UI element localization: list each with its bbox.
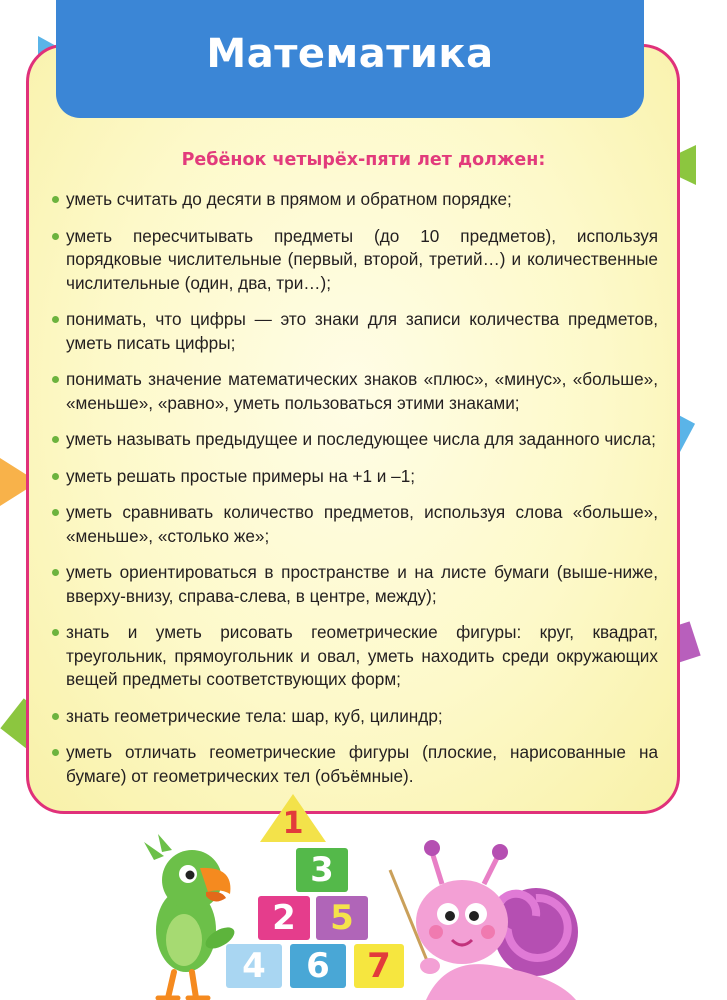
bullet-dot: [52, 376, 59, 383]
list-item: [52, 705, 658, 729]
block-number-1: 1: [282, 806, 304, 841]
list-item: [52, 188, 658, 212]
list-item: [52, 741, 658, 788]
list-item-text: знать геометрические тела: шар, куб, цилиндр;: [66, 705, 443, 726]
block-number-6: 6: [290, 944, 346, 988]
list-item: [52, 308, 658, 355]
parrot-illustration: [134, 830, 244, 1000]
bullet-dot: [52, 233, 59, 240]
list-item: [52, 428, 658, 452]
title-banner: [56, 0, 644, 118]
bullet-dot: [52, 749, 59, 756]
list-item-text: уметь сравнивать количество предметов, используя слова «больше», «меньше», «столько же»;: [66, 502, 658, 546]
list-item-text: понимать значение математических знаков «плюс», «минус», «больше», «меньше», «равно», уметь пользоваться этими знаками;: [66, 369, 658, 413]
block-number-5: 5: [316, 896, 368, 940]
list-item: [52, 465, 658, 489]
list-item-text: уметь отличать геометрические фигуры (плоские, нарисованные на бумаге) от геометрических тел (объёмные).: [66, 742, 658, 786]
list-item: [52, 501, 658, 548]
snail-illustration: [386, 836, 586, 1000]
bullet-dot: [52, 509, 59, 516]
list-item: [52, 368, 658, 415]
bullet-dot: [52, 713, 59, 720]
subtitle: Ребёнок четырёх-пяти лет должен:: [181, 150, 546, 170]
list-item-text: уметь пересчитывать предметы (до 10 предметов), используя порядковые числительные (первый, второй, третий…) и количественные числительные (один, два, три…);: [66, 225, 658, 293]
list-item-text: уметь ориентироваться в пространстве и на листе бумаги (выше-ниже, вверху-внизу, справа-слева, в центре, между);: [66, 562, 658, 606]
list-item-text: уметь считать до десяти в прямом и обратном порядке;: [66, 189, 512, 209]
block-number-3: 3: [296, 848, 348, 892]
list-item-text: знать и уметь рисовать геометрические фигуры: круг, квадрат, треугольник, прямоугольник и овал, уметь находить среди окружающих вещей предметы соответствующих форм;: [66, 622, 658, 689]
list-item-text: уметь называть предыдущее и последующее числа для заданного числа;: [66, 429, 656, 449]
list-item-text: уметь решать простые примеры на +1 и –1;: [66, 465, 416, 486]
list-item: [52, 621, 658, 692]
block-number-7: 7: [354, 944, 404, 988]
bullet-dot: [52, 629, 59, 636]
skills-list: [52, 188, 658, 801]
list-item-text: понимать, что цифры — это знаки для записи количества предметов, уметь писать цифры;: [66, 309, 658, 353]
bullet-dot: [52, 436, 59, 443]
bullet-dot: [52, 196, 59, 203]
bullet-dot: [52, 316, 59, 323]
list-item: [52, 225, 658, 296]
bullet-dot: [52, 473, 59, 480]
block-number-4: 4: [226, 944, 282, 988]
block-number-2: 2: [258, 896, 310, 940]
page-title: Математика: [206, 31, 494, 77]
list-item: [52, 561, 658, 608]
bullet-dot: [52, 569, 59, 576]
